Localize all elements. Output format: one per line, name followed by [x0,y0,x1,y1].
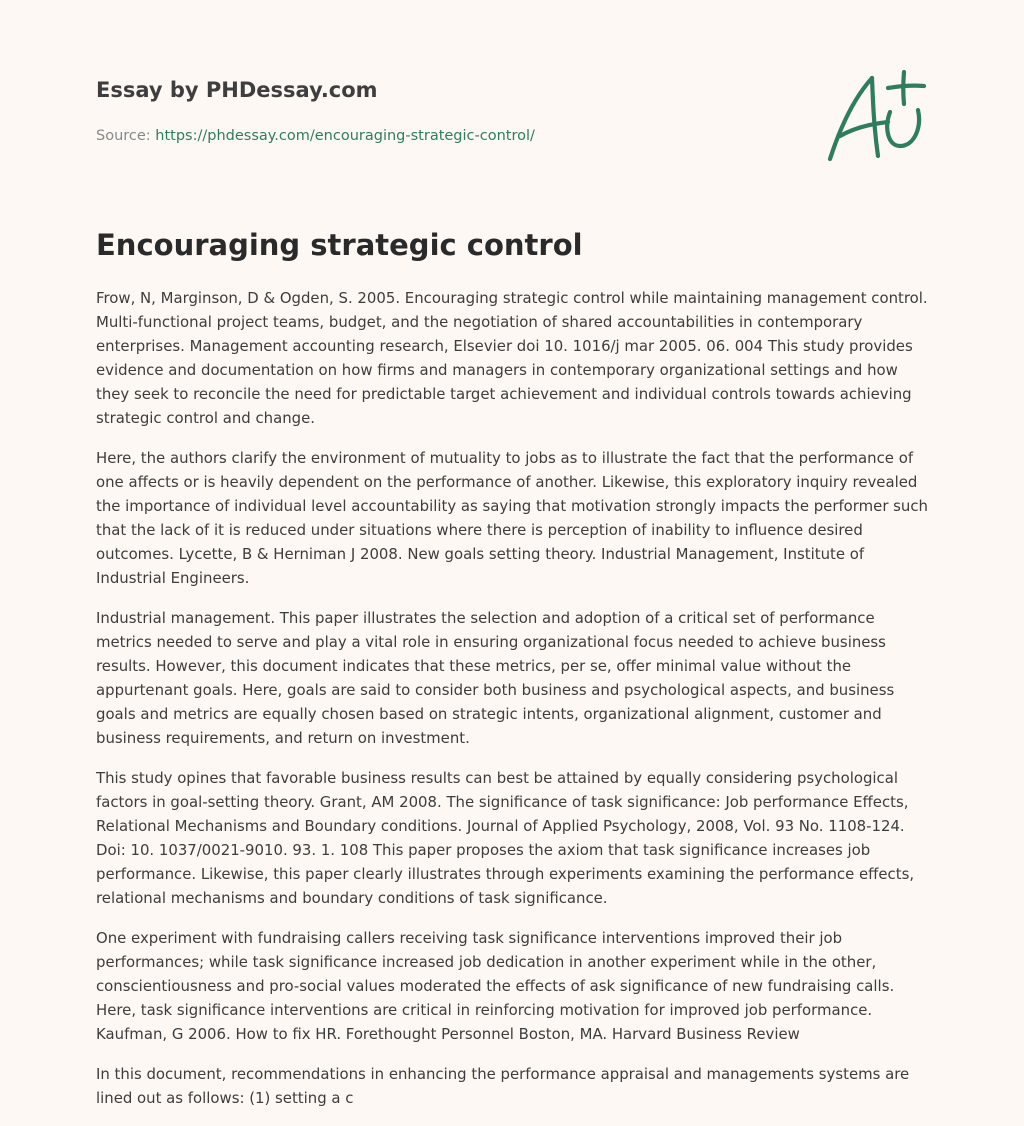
site-title: Essay by PHDessay.com [96,78,378,102]
paragraph: Here, the authors clarify the environment of mutuality to jobs as to illustrate the fact that the performance of one affects or is heavily dependent on the performance of another. Likewise, this exploratory inquiry revealed the importance of individual level accountability as saying that motivation strongly impacts the performer such that the lack of it is reduced under situations where there is perception of inability to influence desired outcomes. Lycette, B & Herniman J 2008. New goals setting theory. Industrial Management, Institute of Industrial Engineers. [96,449,928,587]
essay-title: Encouraging strategic control [96,228,583,262]
paragraph: This study opines that favorable business results can best be attained by equally considering psychological factors in goal-setting theory. Grant, AM 2008. The significance of task significance: Job performance Effects, Relational Mechanisms and Boundary conditions. Journal of Applied Psychology, 2008, Vol. 93 No. 1108-124. Doi: 10. 1037/0021-9010. 93. 1. 108 This paper proposes the axiom that task significance increases job performance. Likewise, this paper clearly illustrates through experiments examining the performance effects, relational mechanisms and boundary conditions of task significance. [96,769,915,907]
source-label: Source: [96,128,151,144]
source-link[interactable]: https://phdessay.com/encouraging-strategic-control/ [155,128,535,144]
paragraph: In this document, recommendations in enhancing the performance appraisal and managements systems are lined out as follows: (1) setting a c [96,1065,910,1107]
paragraph: Industrial management. This paper illustrates the selection and adoption of a critical set of performance metrics needed to serve and play a vital role in ensuring organizational focus needed to achieve business results. However, this document indicates that these metrics, per se, offer minimal value without the appurtenant goals. Here, goals are said to consider both business and psychological aspects, and business goals and metrics are equally chosen based on strategic intents, organizational alignment, customer and business requirements, and return on investment. [96,609,895,747]
source-line [96,126,796,146]
a-plus-logo-icon [818,66,930,166]
paragraph: One experiment with fundraising callers receiving task significance interventions improved their job performances; while task significance increased job dedication in another experiment while in the other, conscientiousness and pro-social values moderated the effects of ask significance of new fundraising calls. Here, task significance interventions are critical in reinforcing motivation for improved job performance. Kaufman, G 2006. How to fix HR. Forethought Personnel Boston, MA. Harvard Business Review [96,929,895,1043]
paragraph: Frow, N, Marginson, D & Ogden, S. 2005. Encouraging strategic control while maintaining management control. Multi-functional project teams, budget, and the negotiation of shared accountabilities in contemporary enterprises. Management accounting research, Elsevier doi 10. 1016/j mar 2005. 06. 004 This study provides evidence and documentation on how firms and managers in contemporary organizational settings and how they seek to reconcile the need for predictable target achievement and individual controls towards achieving strategic control and change. [96,289,928,427]
page-header [96,76,796,146]
essay-body [96,286,930,1126]
